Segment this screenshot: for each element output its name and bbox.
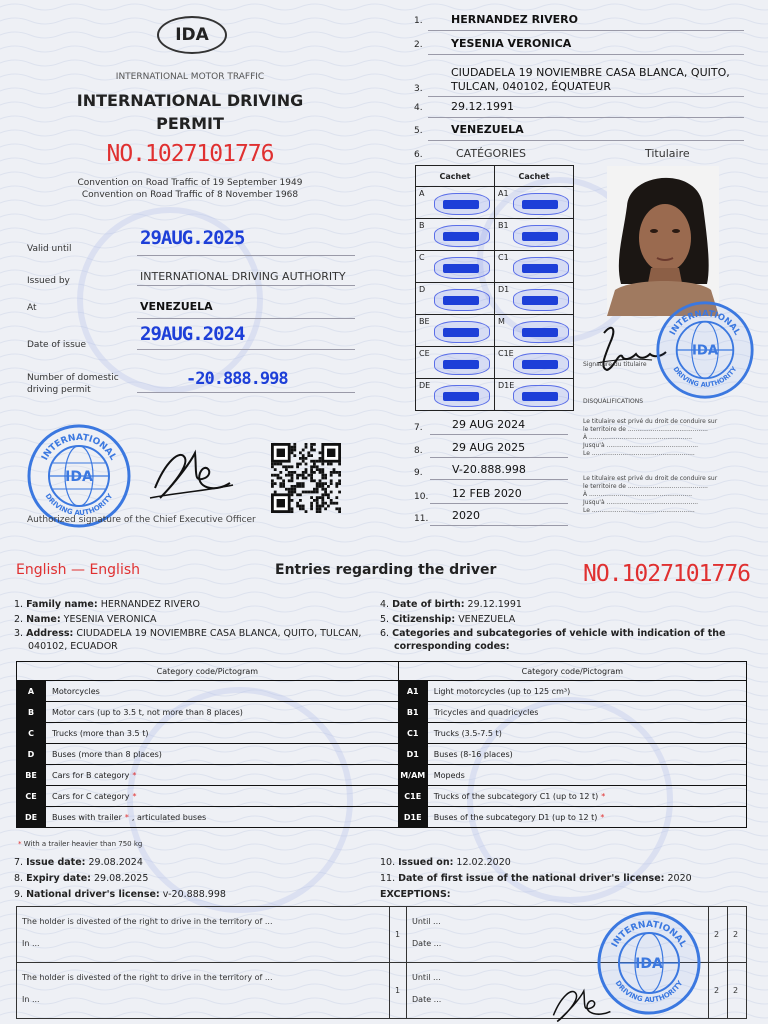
category-code: CE [419, 349, 430, 358]
footnote-text: With a trailer heavier than 750 kg [23, 840, 143, 848]
disq1-line-1: Le titulaire est privé du droit de conduire sur [583, 418, 718, 425]
category-stamp-row [416, 283, 574, 315]
address-value-2: 040102, ECUADOR [28, 641, 118, 652]
category-description [46, 702, 399, 723]
entry-7: 7. Issue date: 29.08.2024 [14, 857, 143, 868]
issued-by-line [137, 285, 355, 286]
category-row [17, 744, 747, 765]
field-5-number: 5. [414, 126, 423, 136]
category-stamp-cell [416, 187, 495, 219]
category-code: D1E [498, 381, 515, 390]
dob-value: 29.12.1991 [467, 599, 522, 610]
exception-territory-cell [17, 963, 390, 1019]
ida-seal-stamp [26, 423, 132, 529]
signature-caption: Authorized signature of the Chief Executive Officer [27, 515, 256, 525]
field-4-number: 4. [414, 103, 423, 113]
subcategory-description-text: Buses (8-16 places) [433, 749, 513, 759]
convention-1968: Convention on Road Traffic of 8 November 1968 [81, 190, 299, 200]
category-code: A1 [498, 189, 509, 198]
valid-until-line [137, 255, 355, 256]
permit-number-bottom: NO.1027101776 [583, 561, 751, 587]
subcategory-description-text: Trucks (3.5-7.5 t) [433, 728, 502, 738]
field-2-line [428, 54, 744, 55]
category-description-text: Cars for C category [52, 791, 130, 801]
ceo-signature [145, 443, 235, 508]
vehicle-icon [522, 264, 558, 273]
driver-entries-left [14, 597, 374, 653]
citizenship-value: VENEZUELA [458, 614, 516, 625]
issue-date-value: 29.08.2024 [88, 857, 143, 868]
category-row [17, 723, 747, 744]
disq2-line-4: Jusqu'à ................................................ [583, 499, 699, 506]
category-code: A [17, 681, 46, 702]
field-11-number: 11. [414, 514, 429, 524]
exception-number-cell: 1 [390, 907, 407, 963]
exceptions-label: EXCEPTIONS: [380, 889, 451, 900]
category-code: DE [419, 381, 431, 390]
subcategory-description [427, 786, 746, 807]
exception-date-text: Date ... [412, 939, 442, 948]
vehicle-icon [522, 360, 558, 369]
footnote-star: * [18, 840, 22, 848]
categories-entry-label-2: corresponding codes: [394, 641, 510, 652]
category-code: C [419, 253, 425, 262]
convention-text [40, 177, 340, 201]
ceo-signature-bottom [545, 985, 615, 1023]
field-2-value: YESENIA VERONICA [451, 37, 572, 50]
category-row [17, 765, 747, 786]
field-4-line [428, 117, 744, 118]
subcategory-description-text: Light motorcycles (up to 125 cm³) [433, 686, 571, 696]
domestic-label-1: Number of domestic [27, 373, 119, 383]
at-label: At [27, 303, 37, 313]
field-5-value: VENEZUELA [451, 123, 524, 136]
subcategory-code: D1 [398, 744, 427, 765]
date-of-issue-line [137, 349, 355, 350]
field-1-number: 1. [414, 16, 423, 26]
field-4-value: 29.12.1991 [451, 100, 514, 113]
categories-label: CATÉGORIES [456, 147, 527, 160]
exception-territory-cell [17, 907, 390, 963]
page-title [40, 89, 340, 135]
category-description [46, 807, 399, 828]
vehicle-icon [443, 392, 479, 401]
exception-until-text: Until ... [412, 917, 441, 926]
category-code: BE [419, 317, 430, 326]
field-1-value: HERNANDEZ RIVERO [451, 13, 578, 26]
vehicle-icon [522, 392, 558, 401]
vehicle-pictogram-stamp [434, 257, 490, 279]
exception-code-cell: 2 [728, 907, 747, 963]
seal-bottom-text: DRIVING AUTHORITY [43, 492, 115, 518]
ida-logo [157, 16, 227, 54]
category-stamp-row [416, 187, 574, 219]
date-of-issue-stamp: 29AUG.2024 [140, 323, 245, 345]
national-license-label: National driver's license: [26, 889, 160, 900]
vehicle-pictogram-stamp [434, 193, 490, 215]
title-line-1: INTERNATIONAL DRIVING [76, 91, 304, 110]
subcategory-description-text: Mopeds [433, 770, 465, 780]
expiry-date-value: 29.08.2025 [94, 873, 149, 884]
vehicle-pictogram-stamp [513, 257, 569, 279]
vehicle-icon [443, 232, 479, 241]
category-code: C1E [498, 349, 514, 358]
issue-entries-left [14, 855, 226, 903]
field-10-value: 12 FEB 2020 [452, 487, 522, 500]
vehicle-icon [522, 232, 558, 241]
vehicle-pictogram-stamp [513, 289, 569, 311]
category-stamp-cell [416, 219, 495, 251]
vehicle-pictogram-stamp [434, 353, 490, 375]
entry-9: 9. National driver's license: v-20.888.998 [14, 889, 226, 900]
holder-signature-caption: Signature du titulaire [583, 361, 647, 368]
vehicle-pictogram-stamp [434, 385, 490, 407]
vehicle-pictogram-stamp [434, 321, 490, 343]
category-description [46, 723, 399, 744]
subcategory-code: C1 [398, 723, 427, 744]
subcategory-description-text: Buses of the subcategory D1 (up to 12 t) [433, 812, 598, 822]
seal-right-bottom-text: DRIVING AUTHORITY [671, 365, 739, 389]
disq1-line-3: À ...................................................... [583, 434, 693, 441]
category-code: BE [17, 765, 46, 786]
subcategory-description-text: Tricycles and quadricycles [433, 707, 539, 717]
category-row [17, 786, 747, 807]
vehicle-pictogram-stamp [434, 289, 490, 311]
trailer-asterisk: * [600, 812, 605, 822]
svg-text:INTERNATIONAL [40, 433, 118, 462]
holder-photo [607, 166, 719, 316]
category-code: M [498, 317, 505, 326]
category-row [17, 681, 747, 702]
vehicle-pictogram-stamp [434, 225, 490, 247]
field-8-line [430, 457, 568, 458]
category-description [46, 765, 399, 786]
at-value: VENEZUELA [140, 300, 213, 313]
field-7-line [430, 434, 568, 435]
first-issue-label: Date of first issue of the national driver's license: [398, 873, 665, 884]
field-3-value [451, 66, 730, 94]
category-stamp-row [416, 251, 574, 283]
subcategory-description [427, 807, 746, 828]
category-code: C1 [498, 253, 509, 262]
vehicle-pictogram-stamp [513, 321, 569, 343]
disq2-line-5: Le ...................................................... [583, 507, 695, 514]
vehicle-pictogram-stamp [513, 353, 569, 375]
category-header-right: Category code/Pictogram [398, 662, 746, 681]
seal-right-center-text: IDA [691, 343, 719, 359]
field-9-line [430, 479, 568, 480]
categories-stamp-table [415, 165, 574, 411]
disq1-line-2: le territoire de .......................................... [583, 426, 708, 433]
category-code: A [419, 189, 425, 198]
vehicle-pictogram-stamp [513, 225, 569, 247]
field-9-number: 9. [414, 468, 423, 478]
valid-until-stamp: 29AUG.2025 [140, 227, 245, 249]
vehicle-icon [522, 328, 558, 337]
entry-2: 2. Name: YESENIA VERONICA [14, 614, 157, 625]
exception-number-cell: 1 [390, 963, 407, 1019]
category-code: D [419, 285, 426, 294]
subcategory-code: C1E [398, 786, 427, 807]
address-line-2: TULCAN, 040102, ÉQUATEUR [451, 80, 612, 93]
category-code: C [17, 723, 46, 744]
exception-code-cell: 2 [728, 963, 747, 1019]
vehicle-pictogram-stamp [513, 193, 569, 215]
vehicle-icon [443, 328, 479, 337]
entry-5: 5. Citizenship: VENEZUELA [380, 614, 516, 625]
field-10-number: 10. [414, 492, 429, 502]
field-1-line [428, 30, 744, 31]
category-description-text: Motor cars (up to 3.5 t, not more than 8 places) [52, 707, 243, 717]
category-stamp-row [416, 219, 574, 251]
issued-on-label: Issued on: [398, 857, 454, 868]
category-stamp-cell [416, 347, 495, 379]
category-description-text: Trucks (more than 3.5 t) [52, 728, 149, 738]
trailer-asterisk: * [132, 770, 137, 780]
disq1-line-5: Le ...................................................... [583, 450, 695, 457]
vehicle-icon [522, 296, 558, 305]
disq2-line-3: À ...................................................... [583, 491, 693, 498]
address-line-1: CIUDADELA 19 NOVIEMBRE CASA BLANCA, QUITO, [451, 66, 730, 79]
category-code: B1 [498, 221, 509, 230]
first-issue-value: 2020 [667, 873, 692, 884]
trailer-asterisk: * [601, 791, 606, 801]
category-stamp-cell [495, 283, 574, 315]
category-code: DE [17, 807, 46, 828]
issued-by-label: Issued by [27, 276, 70, 286]
category-description [46, 786, 399, 807]
disq1-line-4: Jusqu'à ................................................ [583, 442, 699, 449]
seal-bottom-center-text: IDA [635, 956, 663, 972]
category-stamp-cell [416, 283, 495, 315]
field-10-line [430, 503, 568, 504]
category-code: B [419, 221, 425, 230]
permit-number: NO.1027101776 [106, 141, 274, 167]
holder-label: Titulaire [645, 147, 690, 160]
category-description-text: Buses with trailer [52, 812, 122, 822]
category-stamp-row [416, 379, 574, 411]
name-value: YESENIA VERONICA [63, 614, 157, 625]
exception-in-text: In ... [22, 939, 40, 948]
entry-4: 4. Date of birth: 29.12.1991 [380, 599, 522, 610]
cachet-header-left: Cachet [416, 166, 495, 187]
ida-logo-text: IDA [175, 25, 209, 45]
domestic-line [137, 392, 355, 393]
seal-center-text: IDA [65, 469, 93, 485]
cachet-header-right: Cachet [495, 166, 574, 187]
category-code: B [17, 702, 46, 723]
domestic-permit-value: -20.888.998 [186, 369, 288, 389]
driver-entries-right [380, 597, 760, 653]
field-7-value: 29 AUG 2024 [452, 418, 526, 431]
date-of-issue-label: Date of issue [27, 340, 87, 350]
vehicle-icon [522, 200, 558, 209]
field-2-number: 2. [414, 40, 423, 50]
category-stamp-cell [495, 379, 574, 411]
category-description-extra: , articulated buses [131, 812, 207, 822]
exception-territory-text: The holder is divested of the right to drive in the territory of ... [22, 917, 273, 926]
entry-10: 10. Issued on: 12.02.2020 [380, 857, 511, 868]
exception-territory-text: The holder is divested of the right to drive in the territory of ... [22, 973, 273, 982]
seal-top-text: INTERNATIONAL [40, 432, 118, 463]
seal-bottom-top-text: INTERNATIONAL [610, 919, 688, 950]
entry-6: 6. Categories and subcategories of vehicle with indication of the corresponding codes: [380, 628, 726, 652]
category-code: D [17, 744, 46, 765]
category-description [46, 744, 399, 765]
category-description-text: Cars for B category [52, 770, 130, 780]
category-stamp-cell [495, 251, 574, 283]
family-name-label: Family name: [26, 599, 98, 610]
disqualifications-label: DISQUALIFICATIONS [583, 398, 644, 405]
category-stamp-cell [495, 347, 574, 379]
exception-code-cell: 2 [709, 963, 728, 1019]
field-3-line [428, 96, 744, 97]
subcategory-code: M/AM [398, 765, 427, 786]
exception-in-text: In ... [22, 995, 40, 1004]
disqualification-block-2 [583, 475, 717, 515]
vehicle-pictogram-stamp [513, 385, 569, 407]
category-code: D1 [498, 285, 510, 294]
citizenship-label: Citizenship: [392, 614, 456, 625]
disq2-line-2: le territoire de .......................................... [583, 483, 708, 490]
entries-heading: Entries regarding the driver [275, 562, 497, 578]
exception-date-text: Date ... [412, 995, 442, 1004]
vehicle-icon [443, 296, 479, 305]
subcategory-code: A1 [398, 681, 427, 702]
category-stamp-row [416, 347, 574, 379]
entry-11: 11. Date of first issue of the national driver's license: 2020 [380, 873, 692, 884]
subcategory-description [427, 681, 746, 702]
address-value: CIUDADELA 19 NOVIEMBRE CASA BLANCA, QUITO, TULCAN, [76, 628, 362, 639]
issue-date-label: Issue date: [26, 857, 86, 868]
national-license-value: v-20.888.998 [162, 889, 226, 900]
field-3-number: 3. [414, 84, 423, 94]
category-code: CE [17, 786, 46, 807]
valid-until-label: Valid until [27, 244, 72, 254]
category-stamp-cell [416, 315, 495, 347]
qr-code [271, 443, 341, 513]
footnote [18, 840, 142, 848]
category-stamp-cell [495, 219, 574, 251]
field-11-value: 2020 [452, 509, 480, 522]
family-name-value: HERNANDEZ RIVERO [100, 599, 201, 610]
expiry-date-label: Expiry date: [26, 873, 91, 884]
categories-entry-label: Categories and subcategories of vehicle with indication of the [392, 628, 726, 639]
exception-until-text: Until ... [412, 973, 441, 982]
field-11-line [430, 525, 568, 526]
svg-text:DRIVING AUTHORITY [44, 492, 115, 518]
domestic-permit-label [27, 372, 119, 396]
category-description-text: Buses (more than 8 places) [52, 749, 162, 759]
disq2-line-1: Le titulaire est privé du droit de conduire sur [583, 475, 718, 482]
address-label: Address: [26, 628, 74, 639]
category-description [46, 681, 399, 702]
category-header-left: Category code/Pictogram [17, 662, 399, 681]
subcategory-description [427, 723, 746, 744]
vehicle-icon [443, 200, 479, 209]
category-row [17, 702, 747, 723]
category-stamp-row [416, 315, 574, 347]
entry-3: 3. Address: CIUDADELA 19 NOVIEMBRE CASA BLANCA, QUITO, TULCAN, 040102, ECUADOR [14, 628, 362, 652]
field-6-number: 6. [414, 150, 423, 160]
subtitle: INTERNATIONAL MOTOR TRAFFIC [115, 72, 265, 82]
seal-right-top-text: INTERNATIONAL [668, 309, 742, 338]
issued-on-value: 12.02.2020 [456, 857, 511, 868]
subcategory-code: D1E [398, 807, 427, 828]
domestic-label-2: driving permit [27, 385, 91, 395]
title-line-2: PERMIT [156, 114, 224, 133]
vehicle-icon [443, 360, 479, 369]
at-line [137, 318, 355, 319]
trailer-asterisk: * [132, 791, 137, 801]
field-5-line [428, 140, 744, 141]
field-8-number: 8. [414, 446, 423, 456]
category-stamp-cell [416, 379, 495, 411]
subcategory-description [427, 702, 746, 723]
trailer-asterisk: * [124, 812, 129, 822]
category-row [17, 807, 747, 828]
entry-8: 8. Expiry date: 29.08.2025 [14, 873, 149, 884]
field-7-number: 7. [414, 423, 423, 433]
ida-seal-stamp-right [655, 300, 755, 400]
category-stamp-cell [495, 315, 574, 347]
category-stamp-cell [416, 251, 495, 283]
exception-code-cell: 2 [709, 907, 728, 963]
category-table [16, 661, 747, 828]
issue-entries-right [380, 855, 692, 903]
language-label: English — English [16, 562, 141, 578]
issued-by-value: INTERNATIONAL DRIVING AUTHORITY [140, 270, 346, 283]
subcategory-description [427, 765, 746, 786]
subcategory-code: B1 [398, 702, 427, 723]
name-label: Name: [26, 614, 61, 625]
subcategory-description-text: Trucks of the subcategory C1 (up to 12 t) [433, 791, 599, 801]
convention-1949: Convention on Road Traffic of 19 September 1949 [77, 178, 303, 188]
entry-1: 1. Family name: HERNANDEZ RIVERO [14, 599, 201, 610]
field-9-value: V-20.888.998 [452, 463, 526, 476]
category-description-text: Motorcycles [52, 686, 100, 696]
dob-label: Date of birth: [392, 599, 465, 610]
subcategory-description [427, 744, 746, 765]
disqualification-block-1 [583, 418, 717, 458]
seal-bottom-bottom-text: DRIVING AUTHORITY [613, 979, 685, 1005]
field-8-value: 29 AUG 2025 [452, 441, 526, 454]
vehicle-icon [443, 264, 479, 273]
category-stamp-cell [495, 187, 574, 219]
